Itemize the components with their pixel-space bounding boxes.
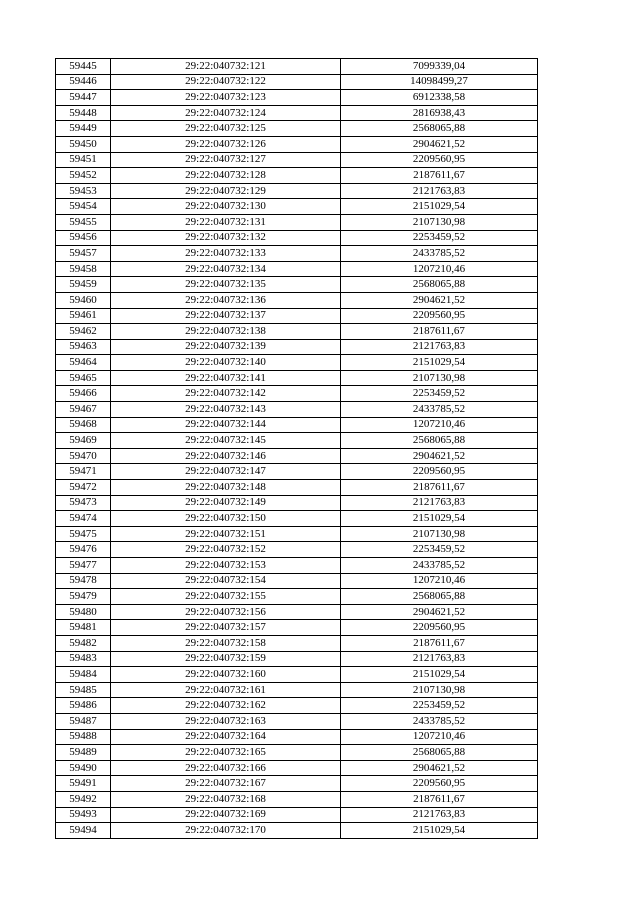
value-cell: 2253459,52 [341, 230, 538, 246]
value-cell: 2816938,43 [341, 105, 538, 121]
value-cell: 2209560,95 [341, 776, 538, 792]
table-row [56, 589, 538, 605]
row-number-cell: 59482 [56, 635, 111, 651]
table-row [56, 823, 538, 839]
table-row [56, 526, 538, 542]
table-row [56, 246, 538, 262]
cadastral-number-cell: 29:22:040732:125 [111, 121, 341, 137]
value-cell: 2433785,52 [341, 713, 538, 729]
row-number-cell: 59488 [56, 729, 111, 745]
row-number-cell: 59449 [56, 121, 111, 137]
row-number-cell: 59485 [56, 682, 111, 698]
table-row [56, 651, 538, 667]
value-cell: 2904621,52 [341, 136, 538, 152]
row-number-cell: 59452 [56, 168, 111, 184]
value-cell: 2433785,52 [341, 558, 538, 574]
cadastral-number-cell: 29:22:040732:165 [111, 745, 341, 761]
row-number-cell: 59478 [56, 573, 111, 589]
value-cell: 2904621,52 [341, 448, 538, 464]
row-number-cell: 59487 [56, 713, 111, 729]
table-row [56, 745, 538, 761]
value-cell: 1207210,46 [341, 261, 538, 277]
row-number-cell: 59465 [56, 370, 111, 386]
table-row [56, 433, 538, 449]
value-cell: 2121763,83 [341, 495, 538, 511]
cadastral-number-cell: 29:22:040732:141 [111, 370, 341, 386]
table-row [56, 136, 538, 152]
table-row [56, 620, 538, 636]
cadastral-number-cell: 29:22:040732:143 [111, 402, 341, 418]
value-cell: 2151029,54 [341, 511, 538, 527]
table-row [56, 152, 538, 168]
row-number-cell: 59476 [56, 542, 111, 558]
value-cell: 2209560,95 [341, 308, 538, 324]
table-row [56, 168, 538, 184]
row-number-cell: 59451 [56, 152, 111, 168]
cadastral-number-cell: 29:22:040732:137 [111, 308, 341, 324]
row-number-cell: 59484 [56, 667, 111, 683]
row-number-cell: 59461 [56, 308, 111, 324]
value-cell: 2187611,67 [341, 168, 538, 184]
row-number-cell: 59483 [56, 651, 111, 667]
row-number-cell: 59471 [56, 464, 111, 480]
table-row [56, 355, 538, 371]
value-cell: 2253459,52 [341, 386, 538, 402]
cadastral-number-cell: 29:22:040732:168 [111, 791, 341, 807]
cadastral-number-cell: 29:22:040732:151 [111, 526, 341, 542]
cadastral-number-cell: 29:22:040732:122 [111, 74, 341, 90]
cadastral-number-cell: 29:22:040732:153 [111, 558, 341, 574]
row-number-cell: 59453 [56, 183, 111, 199]
value-cell: 2568065,88 [341, 433, 538, 449]
value-cell: 2151029,54 [341, 823, 538, 839]
row-number-cell: 59469 [56, 433, 111, 449]
cadastral-number-cell: 29:22:040732:147 [111, 464, 341, 480]
value-cell: 2107130,98 [341, 370, 538, 386]
row-number-cell: 59492 [56, 791, 111, 807]
row-number-cell: 59459 [56, 277, 111, 293]
table-row [56, 604, 538, 620]
table-row [56, 183, 538, 199]
row-number-cell: 59477 [56, 558, 111, 574]
cadastral-number-cell: 29:22:040732:148 [111, 480, 341, 496]
cadastral-number-cell: 29:22:040732:167 [111, 776, 341, 792]
row-number-cell: 59446 [56, 74, 111, 90]
table-row [56, 74, 538, 90]
value-cell: 2433785,52 [341, 246, 538, 262]
cadastral-number-cell: 29:22:040732:150 [111, 511, 341, 527]
value-cell: 2209560,95 [341, 620, 538, 636]
value-cell: 1207210,46 [341, 729, 538, 745]
cadastral-number-cell: 29:22:040732:144 [111, 417, 341, 433]
value-cell: 2253459,52 [341, 542, 538, 558]
value-cell: 1207210,46 [341, 417, 538, 433]
data-table [55, 58, 538, 839]
value-cell: 2568065,88 [341, 277, 538, 293]
row-number-cell: 59480 [56, 604, 111, 620]
cadastral-number-cell: 29:22:040732:131 [111, 214, 341, 230]
cadastral-number-cell: 29:22:040732:170 [111, 823, 341, 839]
table-row [56, 760, 538, 776]
table-row [56, 292, 538, 308]
cadastral-number-cell: 29:22:040732:163 [111, 713, 341, 729]
cadastral-number-cell: 29:22:040732:164 [111, 729, 341, 745]
table-row [56, 635, 538, 651]
value-cell: 2904621,52 [341, 292, 538, 308]
value-cell: 2151029,54 [341, 355, 538, 371]
cadastral-number-cell: 29:22:040732:161 [111, 682, 341, 698]
value-cell: 2121763,83 [341, 339, 538, 355]
row-number-cell: 59481 [56, 620, 111, 636]
cadastral-number-cell: 29:22:040732:139 [111, 339, 341, 355]
cadastral-number-cell: 29:22:040732:123 [111, 90, 341, 106]
cadastral-number-cell: 29:22:040732:157 [111, 620, 341, 636]
value-cell: 2121763,83 [341, 183, 538, 199]
table-row [56, 558, 538, 574]
row-number-cell: 59462 [56, 324, 111, 340]
cadastral-number-cell: 29:22:040732:146 [111, 448, 341, 464]
value-cell: 2568065,88 [341, 589, 538, 605]
cadastral-number-cell: 29:22:040732:154 [111, 573, 341, 589]
cadastral-number-cell: 29:22:040732:152 [111, 542, 341, 558]
table-row [56, 729, 538, 745]
value-cell: 2187611,67 [341, 635, 538, 651]
value-cell: 7099339,04 [341, 59, 538, 75]
cadastral-number-cell: 29:22:040732:140 [111, 355, 341, 371]
table-row [56, 90, 538, 106]
value-cell: 6912338,58 [341, 90, 538, 106]
row-number-cell: 59448 [56, 105, 111, 121]
cadastral-number-cell: 29:22:040732:129 [111, 183, 341, 199]
value-cell: 2209560,95 [341, 464, 538, 480]
value-cell: 2187611,67 [341, 480, 538, 496]
row-number-cell: 59454 [56, 199, 111, 215]
row-number-cell: 59466 [56, 386, 111, 402]
cadastral-number-cell: 29:22:040732:160 [111, 667, 341, 683]
cadastral-number-cell: 29:22:040732:142 [111, 386, 341, 402]
value-cell: 2151029,54 [341, 667, 538, 683]
row-number-cell: 59456 [56, 230, 111, 246]
row-number-cell: 59468 [56, 417, 111, 433]
row-number-cell: 59473 [56, 495, 111, 511]
row-number-cell: 59475 [56, 526, 111, 542]
row-number-cell: 59458 [56, 261, 111, 277]
row-number-cell: 59455 [56, 214, 111, 230]
row-number-cell: 59463 [56, 339, 111, 355]
cadastral-number-cell: 29:22:040732:138 [111, 324, 341, 340]
table-row [56, 776, 538, 792]
row-number-cell: 59450 [56, 136, 111, 152]
value-cell: 2568065,88 [341, 745, 538, 761]
value-cell: 1207210,46 [341, 573, 538, 589]
cadastral-number-cell: 29:22:040732:158 [111, 635, 341, 651]
cadastral-number-cell: 29:22:040732:136 [111, 292, 341, 308]
table-row [56, 542, 538, 558]
value-cell: 2904621,52 [341, 604, 538, 620]
table-row [56, 807, 538, 823]
table-row [56, 261, 538, 277]
value-cell: 2151029,54 [341, 199, 538, 215]
value-cell: 2187611,67 [341, 324, 538, 340]
table-row [56, 214, 538, 230]
table-row [56, 121, 538, 137]
row-number-cell: 59493 [56, 807, 111, 823]
row-number-cell: 59486 [56, 698, 111, 714]
table-row [56, 698, 538, 714]
table-body [56, 59, 538, 839]
row-number-cell: 59445 [56, 59, 111, 75]
row-number-cell: 59447 [56, 90, 111, 106]
row-number-cell: 59467 [56, 402, 111, 418]
row-number-cell: 59479 [56, 589, 111, 605]
table-row [56, 682, 538, 698]
table-row [56, 370, 538, 386]
cadastral-number-cell: 29:22:040732:132 [111, 230, 341, 246]
cadastral-number-cell: 29:22:040732:166 [111, 760, 341, 776]
cadastral-number-cell: 29:22:040732:149 [111, 495, 341, 511]
table-row [56, 480, 538, 496]
cadastral-number-cell: 29:22:040732:127 [111, 152, 341, 168]
row-number-cell: 59490 [56, 760, 111, 776]
table-row [56, 495, 538, 511]
table-row [56, 230, 538, 246]
cadastral-number-cell: 29:22:040732:156 [111, 604, 341, 620]
row-number-cell: 59470 [56, 448, 111, 464]
table-row [56, 511, 538, 527]
value-cell: 2107130,98 [341, 214, 538, 230]
cadastral-number-cell: 29:22:040732:130 [111, 199, 341, 215]
row-number-cell: 59489 [56, 745, 111, 761]
cadastral-number-cell: 29:22:040732:124 [111, 105, 341, 121]
cadastral-number-cell: 29:22:040732:128 [111, 168, 341, 184]
value-cell: 14098499,27 [341, 74, 538, 90]
value-cell: 2433785,52 [341, 402, 538, 418]
cadastral-number-cell: 29:22:040732:121 [111, 59, 341, 75]
table-row [56, 573, 538, 589]
table-row [56, 59, 538, 75]
cadastral-number-cell: 29:22:040732:134 [111, 261, 341, 277]
cadastral-number-cell: 29:22:040732:162 [111, 698, 341, 714]
value-cell: 2209560,95 [341, 152, 538, 168]
value-cell: 2187611,67 [341, 791, 538, 807]
value-cell: 2904621,52 [341, 760, 538, 776]
table-row [56, 667, 538, 683]
row-number-cell: 59472 [56, 480, 111, 496]
table-row [56, 713, 538, 729]
cadastral-number-cell: 29:22:040732:145 [111, 433, 341, 449]
table-row [56, 308, 538, 324]
table-row [56, 277, 538, 293]
table-row [56, 448, 538, 464]
table-row [56, 417, 538, 433]
cadastral-number-cell: 29:22:040732:135 [111, 277, 341, 293]
value-cell: 2121763,83 [341, 807, 538, 823]
cadastral-number-cell: 29:22:040732:169 [111, 807, 341, 823]
row-number-cell: 59474 [56, 511, 111, 527]
table-row [56, 386, 538, 402]
row-number-cell: 59491 [56, 776, 111, 792]
row-number-cell: 59494 [56, 823, 111, 839]
cadastral-number-cell: 29:22:040732:133 [111, 246, 341, 262]
cadastral-number-cell: 29:22:040732:155 [111, 589, 341, 605]
cadastral-number-cell: 29:22:040732:126 [111, 136, 341, 152]
table-row [56, 324, 538, 340]
value-cell: 2107130,98 [341, 682, 538, 698]
cadastral-number-cell: 29:22:040732:159 [111, 651, 341, 667]
row-number-cell: 59464 [56, 355, 111, 371]
value-cell: 2253459,52 [341, 698, 538, 714]
table-row [56, 791, 538, 807]
table-row [56, 464, 538, 480]
value-cell: 2121763,83 [341, 651, 538, 667]
value-cell: 2568065,88 [341, 121, 538, 137]
row-number-cell: 59460 [56, 292, 111, 308]
table-row [56, 199, 538, 215]
table-row [56, 402, 538, 418]
table-row [56, 339, 538, 355]
row-number-cell: 59457 [56, 246, 111, 262]
value-cell: 2107130,98 [341, 526, 538, 542]
table-row [56, 105, 538, 121]
